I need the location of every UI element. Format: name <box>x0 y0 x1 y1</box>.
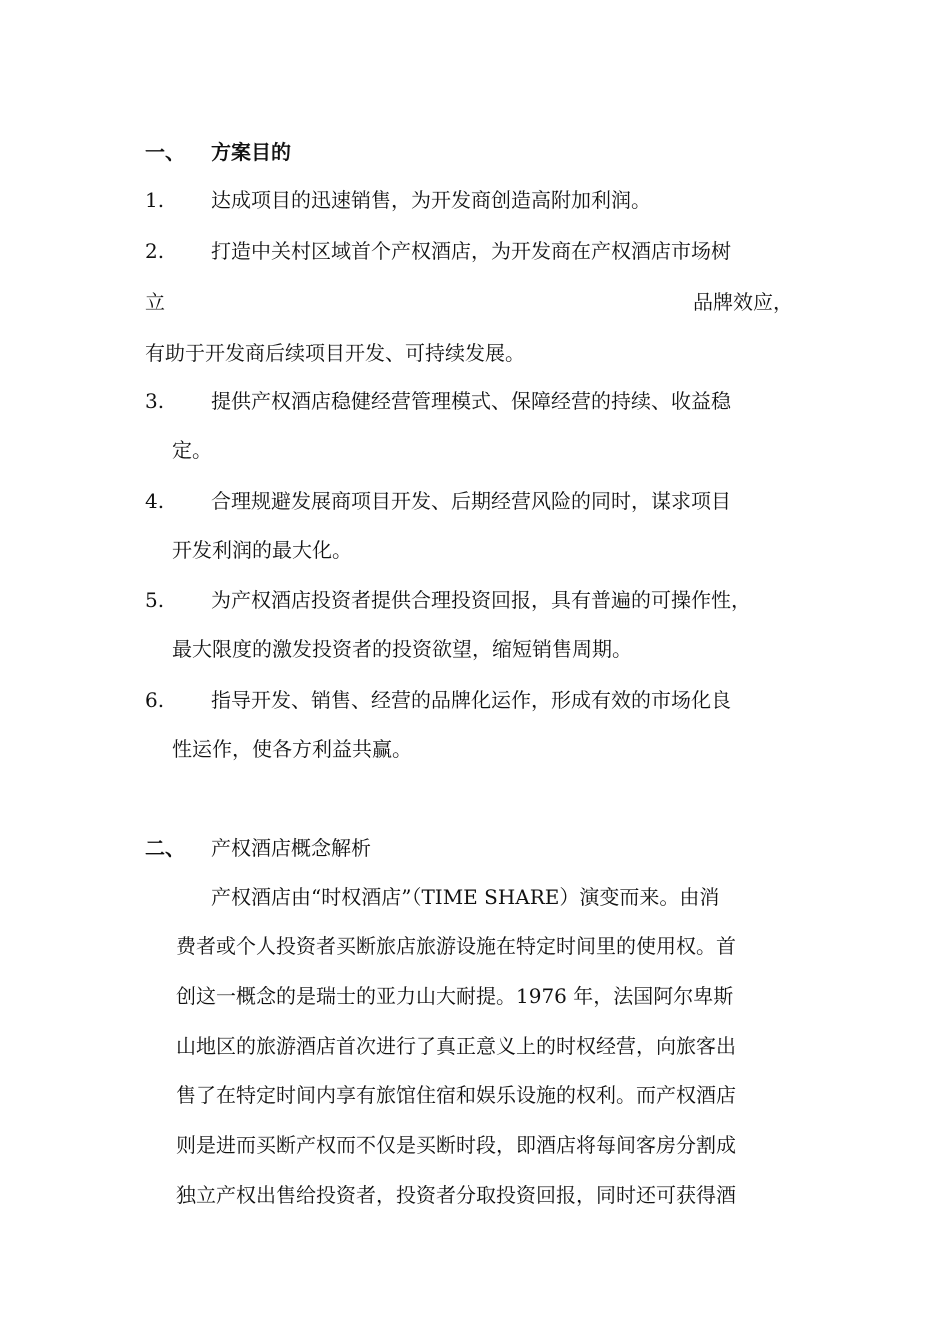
item-5-number: 5. <box>145 588 165 612</box>
item-2-text-line-2b: 品牌效应， <box>693 290 793 314</box>
item-4-text-line-1: 合理规避发展商项目开发、后期经营风险的同时，谋求项目 <box>211 489 731 513</box>
item-2-text-line-1: 打造中关村区域首个产权酒店，为开发商在产权酒店市场树 <box>211 239 731 263</box>
item-5-text-line-2: 最大限度的激发投资者的投资欲望，缩短销售周期。 <box>172 637 632 661</box>
item-3-text-line-2: 定。 <box>172 438 212 462</box>
item-2-number: 2. <box>145 239 165 263</box>
section-2-marker: 二、 <box>145 836 185 860</box>
item-3-text-line-1: 提供产权酒店稳健经营管理模式、保障经营的持续、收益稳 <box>211 389 731 413</box>
item-4-text-line-2: 开发利润的最大化。 <box>172 538 352 562</box>
section-1-marker: 一、 <box>145 140 185 164</box>
paragraph-line-5: 售了在特定时间内享有旅馆住宿和娱乐设施的权利。而产权酒店 <box>176 1083 736 1107</box>
paragraph-line-2: 费者或个人投资者买断旅店旅游设施在特定时间里的使用权。首 <box>176 934 736 958</box>
item-6-number: 6. <box>145 688 165 712</box>
paragraph-line-3: 创这一概念的是瑞士的亚力山大耐提。1976 年，法国阿尔卑斯 <box>176 984 734 1008</box>
item-2-text-line-3: 有助于开发商后续项目开发、可持续发展。 <box>145 341 525 365</box>
section-1-title: 方案目的 <box>211 140 291 164</box>
item-5-text-line-1: 为产权酒店投资者提供合理投资回报，具有普遍的可操作性， <box>211 588 751 612</box>
item-1-text: 达成项目的迅速销售，为开发商创造高附加利润。 <box>211 188 651 212</box>
item-2-text-line-2a: 立 <box>145 290 165 314</box>
item-6-text-line-2: 性运作，使各方利益共赢。 <box>172 737 412 761</box>
paragraph-line-7: 独立产权出售给投资者，投资者分取投资回报，同时还可获得酒 <box>176 1183 736 1207</box>
paragraph-line-6: 则是进而买断产权而不仅是买断时段，即酒店将每间客房分割成 <box>176 1133 736 1157</box>
item-3-number: 3. <box>145 389 165 413</box>
item-4-number: 4. <box>145 489 165 513</box>
item-1-number: 1. <box>145 188 165 212</box>
paragraph-line-4: 山地区的旅游酒店首次进行了真正意义上的时权经营，向旅客出 <box>176 1034 736 1058</box>
section-2-title: 产权酒店概念解析 <box>211 836 371 860</box>
paragraph-line-1: 产权酒店由“时权酒店”（TIME SHARE）演变而来。由消 <box>211 885 720 909</box>
item-6-text-line-1: 指导开发、销售、经营的品牌化运作，形成有效的市场化良 <box>211 688 731 712</box>
